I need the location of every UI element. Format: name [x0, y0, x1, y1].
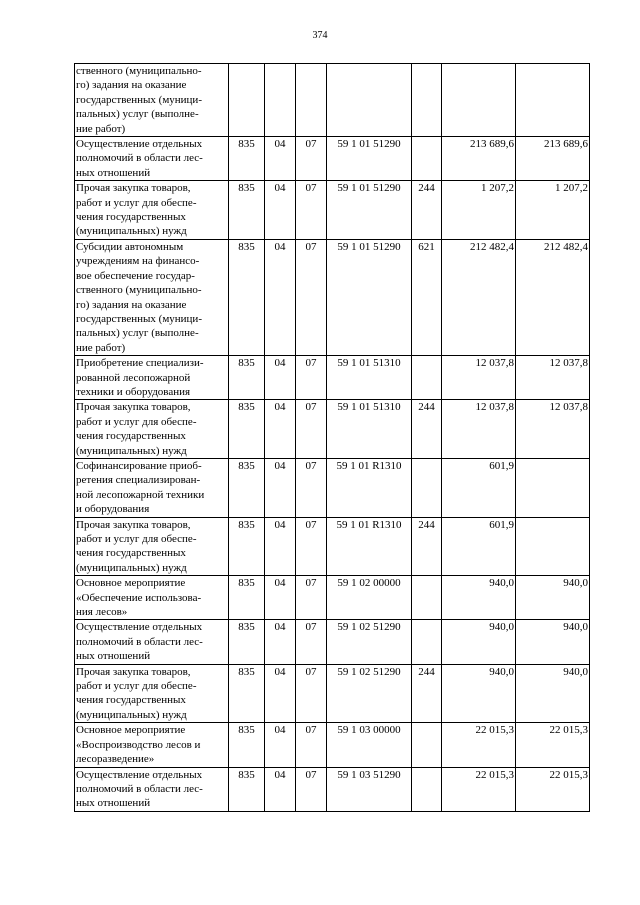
target-code-cell: 59 1 02 51290	[327, 620, 412, 664]
subsection-code-cell: 07	[296, 767, 327, 811]
admin-code-cell: 835	[229, 181, 265, 240]
expense-type-cell: 244	[412, 400, 442, 459]
row-name-cell: Осуществление отдельных полномочий в области лес- ных отношений	[75, 620, 229, 664]
amount-cell-2: 12 037,8	[516, 356, 590, 400]
subsection-code-cell: 07	[296, 620, 327, 664]
table-row	[75, 400, 590, 459]
subsection-code-cell: 07	[296, 664, 327, 723]
table-row	[75, 181, 590, 240]
row-name-cell: Прочая закупка товаров, работ и услуг для обеспе- чения государственных (муниципальных) нужд	[75, 664, 229, 723]
section-code-cell: 04	[265, 137, 296, 181]
table-row	[75, 239, 590, 355]
section-code-cell: 04	[265, 356, 296, 400]
subsection-code-cell: 07	[296, 181, 327, 240]
admin-code-cell: 835	[229, 356, 265, 400]
table-row	[75, 356, 590, 400]
expense-type-cell: 244	[412, 181, 442, 240]
row-name-cell: Прочая закупка товаров, работ и услуг для обеспе- чения государственных (муниципальных) нужд	[75, 400, 229, 459]
subsection-code-cell: 07	[296, 356, 327, 400]
target-code-cell: 59 1 01 R1310	[327, 517, 412, 576]
amount-cell-1: 212 482,4	[442, 239, 516, 355]
amount-cell-2	[516, 517, 590, 576]
table-row	[75, 767, 590, 811]
expense-type-cell: 244	[412, 517, 442, 576]
amount-cell-1: 601,9	[442, 517, 516, 576]
row-name-cell: Приобретение специализи- рованной лесопожарной техники и оборудования	[75, 356, 229, 400]
table-row	[75, 517, 590, 576]
section-code-cell: 04	[265, 664, 296, 723]
expense-type-cell	[412, 64, 442, 137]
admin-code-cell: 835	[229, 517, 265, 576]
target-code-cell: 59 1 02 51290	[327, 664, 412, 723]
section-code-cell	[265, 64, 296, 137]
subsection-code-cell: 07	[296, 576, 327, 620]
amount-cell-1: 12 037,8	[442, 400, 516, 459]
table-row	[75, 64, 590, 137]
amount-cell-2: 1 207,2	[516, 181, 590, 240]
amount-cell-1: 601,9	[442, 458, 516, 517]
subsection-code-cell: 07	[296, 239, 327, 355]
target-code-cell: 59 1 01 51310	[327, 356, 412, 400]
subsection-code-cell: 07	[296, 517, 327, 576]
section-code-cell: 04	[265, 181, 296, 240]
table-row	[75, 664, 590, 723]
section-code-cell: 04	[265, 239, 296, 355]
row-name-cell: Осуществление отдельных полномочий в области лес- ных отношений	[75, 137, 229, 181]
row-name-cell: Основное мероприятие «Обеспечение использова- ния лесов»	[75, 576, 229, 620]
table-row	[75, 576, 590, 620]
amount-cell-2: 12 037,8	[516, 400, 590, 459]
admin-code-cell: 835	[229, 137, 265, 181]
admin-code-cell	[229, 64, 265, 137]
target-code-cell: 59 1 01 51310	[327, 400, 412, 459]
amount-cell-1: 940,0	[442, 576, 516, 620]
table-row	[75, 620, 590, 664]
admin-code-cell: 835	[229, 723, 265, 767]
subsection-code-cell: 07	[296, 400, 327, 459]
subsection-code-cell: 07	[296, 723, 327, 767]
admin-code-cell: 835	[229, 458, 265, 517]
amount-cell-1: 940,0	[442, 664, 516, 723]
amount-cell-2: 213 689,6	[516, 137, 590, 181]
table-row	[75, 458, 590, 517]
admin-code-cell: 835	[229, 767, 265, 811]
row-name-cell: Субсидии автономным учреждениям на финансо- вое обеспечение государ- ственного (муниципально- го) задания на оказание государственных (муници- пальных) услуг (выполне- ние работ)	[75, 239, 229, 355]
expense-type-cell	[412, 620, 442, 664]
amount-cell-2: 22 015,3	[516, 767, 590, 811]
row-name-cell: ственного (муниципально- го) задания на оказание государственных (муници- пальных) услуг (выполне- ние работ)	[75, 64, 229, 137]
subsection-code-cell	[296, 64, 327, 137]
target-code-cell: 59 1 03 51290	[327, 767, 412, 811]
section-code-cell: 04	[265, 767, 296, 811]
amount-cell-1: 22 015,3	[442, 767, 516, 811]
expense-type-cell	[412, 767, 442, 811]
subsection-code-cell: 07	[296, 137, 327, 181]
amount-cell-1: 1 207,2	[442, 181, 516, 240]
target-code-cell: 59 1 03 00000	[327, 723, 412, 767]
amount-cell-1	[442, 64, 516, 137]
amount-cell-1: 213 689,6	[442, 137, 516, 181]
expense-type-cell	[412, 458, 442, 517]
budget-table	[74, 63, 590, 812]
table-body	[75, 64, 590, 812]
section-code-cell: 04	[265, 576, 296, 620]
amount-cell-2	[516, 458, 590, 517]
target-code-cell	[327, 64, 412, 137]
amount-cell-2: 940,0	[516, 620, 590, 664]
row-name-cell: Прочая закупка товаров, работ и услуг для обеспе- чения государственных (муниципальных) нужд	[75, 181, 229, 240]
section-code-cell: 04	[265, 517, 296, 576]
amount-cell-1: 12 037,8	[442, 356, 516, 400]
amount-cell-2: 22 015,3	[516, 723, 590, 767]
target-code-cell: 59 1 01 51290	[327, 181, 412, 240]
section-code-cell: 04	[265, 723, 296, 767]
expense-type-cell	[412, 356, 442, 400]
amount-cell-2: 940,0	[516, 664, 590, 723]
admin-code-cell: 835	[229, 400, 265, 459]
section-code-cell: 04	[265, 620, 296, 664]
target-code-cell: 59 1 02 00000	[327, 576, 412, 620]
admin-code-cell: 835	[229, 620, 265, 664]
admin-code-cell: 835	[229, 664, 265, 723]
section-code-cell: 04	[265, 400, 296, 459]
amount-cell-2: 212 482,4	[516, 239, 590, 355]
expense-type-cell	[412, 576, 442, 620]
section-code-cell: 04	[265, 458, 296, 517]
amount-cell-1: 22 015,3	[442, 723, 516, 767]
amount-cell-2: 940,0	[516, 576, 590, 620]
amount-cell-2	[516, 64, 590, 137]
expense-type-cell	[412, 137, 442, 181]
expense-type-cell	[412, 723, 442, 767]
admin-code-cell: 835	[229, 239, 265, 355]
expense-type-cell: 244	[412, 664, 442, 723]
row-name-cell: Осуществление отдельных полномочий в области лес- ных отношений	[75, 767, 229, 811]
admin-code-cell: 835	[229, 576, 265, 620]
target-code-cell: 59 1 01 51290	[327, 239, 412, 355]
subsection-code-cell: 07	[296, 458, 327, 517]
page-number: 374	[312, 30, 328, 41]
table-row	[75, 723, 590, 767]
amount-cell-1: 940,0	[442, 620, 516, 664]
target-code-cell: 59 1 01 51290	[327, 137, 412, 181]
row-name-cell: Прочая закупка товаров, работ и услуг для обеспе- чения государственных (муниципальных) нужд	[75, 517, 229, 576]
table-row	[75, 137, 590, 181]
expense-type-cell: 621	[412, 239, 442, 355]
target-code-cell: 59 1 01 R1310	[327, 458, 412, 517]
row-name-cell: Основное мероприятие «Воспроизводство лесов и лесоразведение»	[75, 723, 229, 767]
row-name-cell: Софинансирование приоб- ретения специализирован- ной лесопожарной техники и оборудования	[75, 458, 229, 517]
